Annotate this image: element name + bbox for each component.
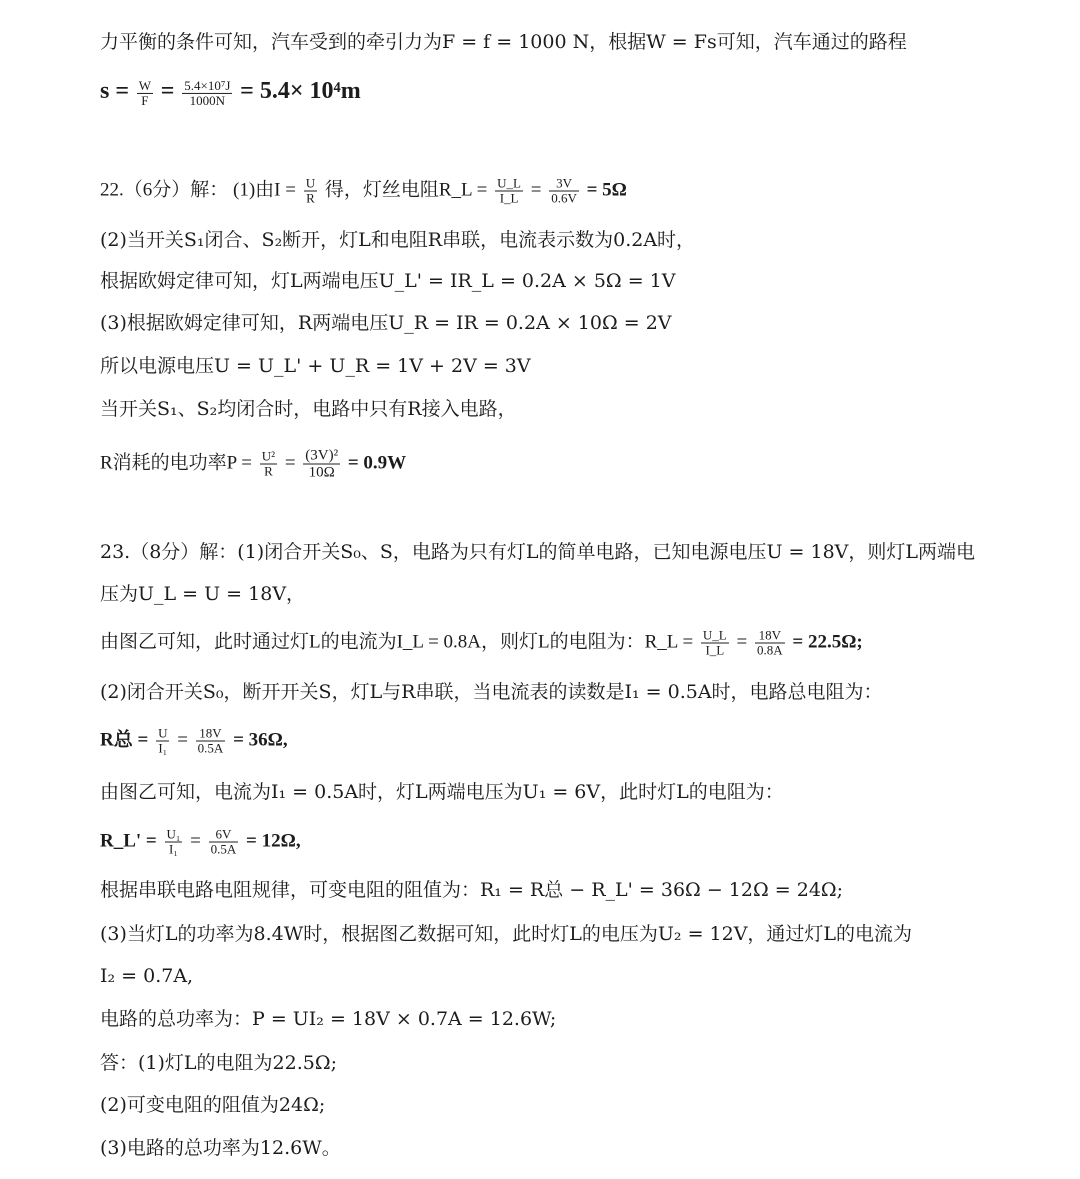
- q22-fraction-u-over-r: $\frac{U}{R}$: [305, 175, 316, 206]
- q23-line2: 压为U_L = U = 18V，: [100, 583, 306, 605]
- q22-line3: 根据欧姆定律可知，灯L两端电压U_L' = IR_L = 0.2A × 5Ω = 1V: [100, 270, 676, 292]
- q22-fraction-ul-over-il: $\frac{U\_L}{I\_L}$: [497, 175, 521, 206]
- q23-fraction-values-3: $\frac{6V}{0.5A}$: [210, 826, 237, 857]
- q23-line6: 由图乙可知，电流为I₁ = 0.5A时，灯L两端电压为U₁ = 6V，此时灯L的电阻为：: [100, 781, 784, 803]
- q23-answer-2: (2)可变电阻的阻值为24Ω;: [100, 1094, 326, 1116]
- q22-fraction-values: $\frac{3V}{0.6V}$: [551, 175, 577, 206]
- q22-line4: (3)根据欧姆定律可知，R两端电压U_R = IR = 0.2A × 10Ω = 2V: [100, 312, 672, 334]
- q23-line4: (2)闭合开关S₀，断开开关S，灯L与R串联，当电流表的读数是I₁ = 0.5A时，电路总电阻为：: [100, 681, 883, 703]
- q22-line2: (2)当开关S₁闭合、S₂断开，灯L和电阻R串联，电流表示数为0.2A时，: [100, 229, 696, 251]
- q23-fraction-values-2: $\frac{18V}{0.5A}$: [197, 725, 224, 756]
- q22-fraction-u2-over-r: $\frac{\text{U²}}{R}$: [261, 448, 276, 479]
- q23-fraction-u-over-i1: $\frac{U}{\text{I₁}}$: [158, 725, 168, 756]
- q23-line1: 23.（8分）解：(1)闭合开关S₀、S，电路为只有灯L的简单电路，已知电源电压U = 18V，则灯L两端电: [100, 541, 976, 563]
- q23-lamp-resistance-formula: R_L' = $\frac{\text{U₁}}{\text{I₁}}$ = $\frac{6V}{0.5A}$ = 12Ω,: [100, 826, 301, 857]
- q21-distance-formula: s = $\frac{W}{F}$ = $\frac{\text{5.4×10⁷J}}{1000N}$ = 5.4× 10⁴m: [100, 77, 361, 109]
- q23-line8: 根据串联电路电阻规律，可变电阻的阻值为：R₁ = R总 − R_L' = 36Ω − 12Ω = 24Ω;: [100, 879, 844, 901]
- q22-header: 22.（6分）解：: [100, 179, 229, 201]
- q23-total-resistance-formula: R总 = $\frac{U}{\text{I₁}}$ = $\frac{18V}{0.5A}$ = 36Ω,: [100, 725, 288, 756]
- q22-power-formula: R消耗的电功率P = $\frac{\text{U²}}{R}$ = $\frac{\text{(3V)²}}{10\Omega}$ = 0.9W: [100, 447, 407, 481]
- q21-fraction-w-over-f: $\frac{W}{F}$: [138, 78, 152, 109]
- q21-prefix: s =: [100, 77, 130, 104]
- q23-line11: 电路的总功率为：P = UI₂ = 18V × 0.7A = 12.6W;: [100, 1008, 557, 1030]
- q23-answer-1: 答：(1)灯L的电阻为22.5Ω;: [100, 1052, 337, 1074]
- q21-fraction-values: $\frac{\text{5.4×10⁷J}}{1000N}$: [184, 78, 231, 109]
- q22-line1: 22.（6分）解： (1)由I = $\frac{U}{R}$ 得，灯丝电阻R_L = $\frac{U\_L}{I\_L}$ = $\frac{3V}{0.6V}$ = 5Ω: [100, 175, 627, 206]
- q23-answer-3: (3)电路的总功率为12.6W。: [100, 1137, 341, 1159]
- q21-result: = 5.4× 10⁴m: [240, 77, 361, 104]
- q23-fraction-ul-over-il: $\frac{U\_L}{I\_L}$: [702, 627, 727, 658]
- q22-line5: 所以电源电压U = U_L' + U_R = 1V + 2V = 3V: [100, 355, 531, 377]
- q22-fraction-power-values: $\frac{\text{(3V)²}}{10\Omega}$: [305, 447, 339, 481]
- q23-line9: (3)当灯L的功率为8.4W时，根据图乙数据可知，此时灯L的电压为U₂ = 12V，通过灯L的电流为: [100, 923, 913, 945]
- q22-line6: 当开关S₁、S₂均闭合时，电路中只有R接入电路，: [100, 398, 517, 420]
- q23-line10: I₂ = 0.7A,: [100, 965, 194, 987]
- q23-fraction-u1-over-i1: $\frac{\text{U₁}}{\text{I₁}}$: [166, 826, 181, 857]
- q21-line1: 力平衡的条件可知，汽车受到的牵引力为F = f = 1000 N，根据W = Fs可知，汽车通过的路程: [100, 31, 907, 53]
- q23-line3: 由图乙可知，此时通过灯L的电流为I_L = 0.8A，则灯L的电阻为：R_L = $\frac{U\_L}{I\_L}$ = $\frac{18V}{0.8A}$ = 22.5Ω;: [100, 627, 863, 658]
- q23-fraction-values-1: $\frac{18V}{0.8A}$: [756, 627, 783, 658]
